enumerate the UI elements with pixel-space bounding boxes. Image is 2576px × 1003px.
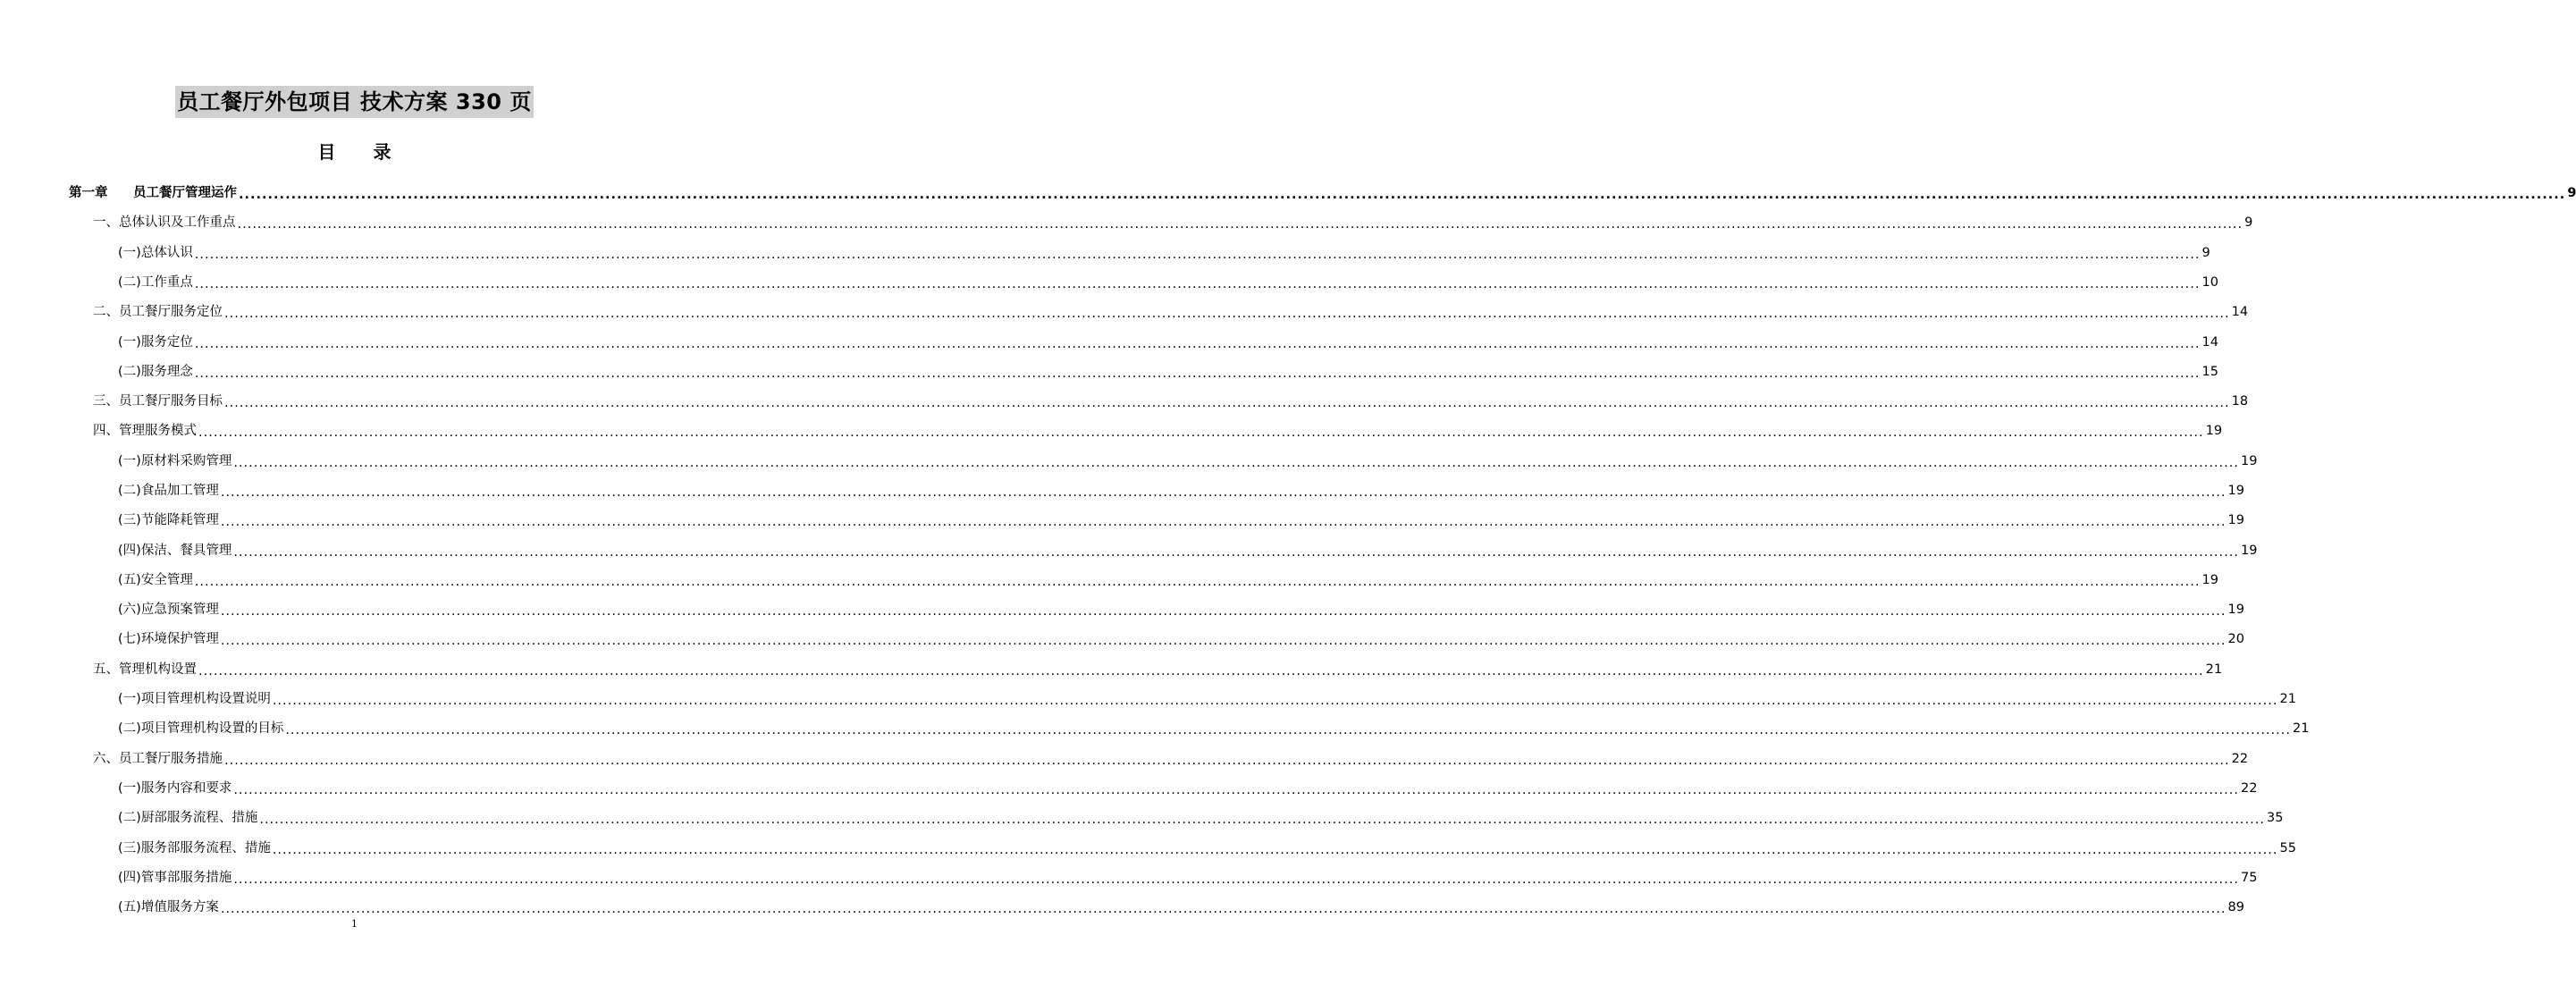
toc-dot-leader: ................................................................................................................................................................................................................................................................................................................................................................................................................ bbox=[237, 217, 2243, 232]
toc-entry-label bbox=[69, 184, 237, 202]
toc-dot-leader: ................................................................................................................................................................................................................................................................................................................................................................................................................ bbox=[224, 396, 2230, 410]
toc-entry-label bbox=[93, 303, 223, 321]
toc-page-number: 21 bbox=[2205, 662, 2223, 677]
toc-entry[interactable] bbox=[118, 328, 2218, 351]
toc-entry-text: (五)安全管理 bbox=[118, 573, 193, 587]
toc-page-number: 20 bbox=[2227, 632, 2244, 646]
toc-dot-leader: ................................................................................................................................................................................................................................................................................................................................................................................................................ bbox=[194, 248, 2201, 262]
toc-entry[interactable] bbox=[93, 745, 2249, 768]
toc-dot-leader: ................................................................................................................................................................................................................................................................................................................................................................................................................ bbox=[233, 456, 2239, 470]
toc-dot-leader: ................................................................................................................................................................................................................................................................................................................................................................................................................ bbox=[194, 277, 2201, 291]
toc-page-number: 15 bbox=[2201, 365, 2218, 379]
toc-entry[interactable] bbox=[93, 298, 2249, 321]
title-container bbox=[0, 86, 709, 118]
toc-entry[interactable] bbox=[118, 804, 2284, 827]
toc-entry[interactable] bbox=[118, 536, 2258, 560]
toc-page-number: 55 bbox=[2279, 841, 2296, 856]
toc-page-number: 9 bbox=[2567, 186, 2576, 200]
toc-entry-label bbox=[118, 809, 257, 827]
toc-dot-leader: ................................................................................................................................................................................................................................................................................................................................................................................................................ bbox=[224, 754, 2230, 768]
toc-dot-leader: ................................................................................................................................................................................................................................................................................................................................................................................................................ bbox=[233, 872, 2239, 887]
toc-entry-label bbox=[118, 511, 219, 529]
toc-dot-leader: ................................................................................................................................................................................................................................................................................................................................................................................................................ bbox=[285, 723, 2291, 738]
toc-page-number: 9 bbox=[2201, 246, 2210, 260]
toc-entry[interactable] bbox=[118, 774, 2258, 797]
toc-page-number: 19 bbox=[2240, 544, 2258, 558]
toc-page-number: 22 bbox=[2231, 752, 2249, 766]
toc-page-number: 9 bbox=[2244, 215, 2253, 230]
toc-entry[interactable] bbox=[118, 834, 2296, 857]
toc-heading-right: 录 bbox=[373, 141, 391, 163]
toc-dot-leader: ................................................................................................................................................................................................................................................................................................................................................................................................................ bbox=[233, 545, 2239, 560]
toc-entry[interactable] bbox=[118, 625, 2244, 648]
toc-page-number: 21 bbox=[2292, 721, 2310, 736]
toc-entry[interactable] bbox=[118, 566, 2218, 589]
toc-heading bbox=[0, 139, 709, 164]
toc-chapter-number: 第一章 bbox=[69, 186, 108, 200]
toc-entry[interactable] bbox=[118, 893, 2244, 916]
toc-entry-text: 员工餐厅管理运作 bbox=[133, 186, 237, 200]
toc-entry-label bbox=[93, 214, 236, 232]
toc-entry-label bbox=[118, 482, 219, 500]
toc-entry-label bbox=[93, 422, 197, 440]
toc-entry[interactable] bbox=[69, 179, 2576, 202]
toc-dot-leader: ................................................................................................................................................................................................................................................................................................................................................................................................................ bbox=[220, 634, 2227, 648]
toc-page-number: 19 bbox=[2227, 484, 2244, 498]
toc-dot-leader: ................................................................................................................................................................................................................................................................................................................................................................................................................ bbox=[220, 604, 2227, 619]
toc-dot-leader: ................................................................................................................................................................................................................................................................................................................................................................................................................ bbox=[272, 843, 2278, 857]
toc-entry-label bbox=[118, 690, 271, 708]
toc-entry-label bbox=[118, 869, 232, 887]
toc-entry-text: (一)总体认识 bbox=[118, 246, 193, 260]
toc-dot-leader: ................................................................................................................................................................................................................................................................................................................................................................................................................ bbox=[239, 188, 2566, 202]
toc-entry-label bbox=[93, 392, 223, 410]
toc-entry[interactable] bbox=[118, 447, 2258, 470]
toc-page-number: 19 bbox=[2240, 454, 2258, 468]
toc-entry-label bbox=[118, 601, 219, 619]
toc-entry-label bbox=[118, 839, 271, 857]
toc-page-number: 19 bbox=[2227, 513, 2244, 527]
toc-dot-leader: ................................................................................................................................................................................................................................................................................................................................................................................................................ bbox=[194, 575, 2201, 589]
toc-dot-leader: ................................................................................................................................................................................................................................................................................................................................................................................................................ bbox=[272, 694, 2278, 708]
toc-entry-text: 六、员工餐厅服务措施 bbox=[93, 752, 223, 766]
toc-dot-leader: ................................................................................................................................................................................................................................................................................................................................................................................................................ bbox=[220, 485, 2227, 500]
toc-entry-label bbox=[118, 630, 219, 648]
toc-entry[interactable] bbox=[93, 387, 2249, 410]
toc-page-number: 21 bbox=[2279, 692, 2296, 706]
toc-entry-label bbox=[118, 363, 193, 381]
toc-entry[interactable] bbox=[118, 595, 2244, 619]
toc-page-number: 14 bbox=[2231, 305, 2249, 319]
toc-page-number: 19 bbox=[2201, 573, 2218, 587]
toc-page-number: 19 bbox=[2227, 603, 2244, 617]
toc-entry-text: (三)服务部服务流程、措施 bbox=[118, 841, 271, 856]
toc-dot-leader: ................................................................................................................................................................................................................................................................................................................................................................................................................ bbox=[259, 813, 2265, 827]
toc-dot-leader: ................................................................................................................................................................................................................................................................................................................................................................................................................ bbox=[233, 783, 2239, 797]
toc-page-number: 14 bbox=[2201, 335, 2218, 350]
page-number: 1 bbox=[351, 918, 358, 930]
toc-dot-leader: ................................................................................................................................................................................................................................................................................................................................................................................................................ bbox=[220, 515, 2227, 529]
toc-dot-leader: ................................................................................................................................................................................................................................................................................................................................................................................................................ bbox=[198, 426, 2204, 440]
toc-entry-label bbox=[118, 780, 232, 797]
toc-entry[interactable] bbox=[93, 208, 2253, 232]
toc-entry-label bbox=[118, 898, 219, 916]
toc-entry-text: (一)服务内容和要求 bbox=[118, 781, 232, 796]
toc-entry-text: (二)工作重点 bbox=[118, 275, 193, 290]
toc-entry[interactable] bbox=[93, 417, 2223, 440]
toc-entry-text: (一)原材料采购管理 bbox=[118, 454, 232, 468]
toc-entry-text: (一)项目管理机构设置说明 bbox=[118, 692, 271, 706]
toc-entry-label bbox=[118, 720, 283, 738]
toc-entry-text: (七)环境保护管理 bbox=[118, 632, 219, 646]
toc-page-number: 75 bbox=[2240, 871, 2258, 885]
toc-entry[interactable] bbox=[118, 685, 2296, 708]
toc-entry-text: 二、员工餐厅服务定位 bbox=[93, 305, 223, 319]
toc-dot-leader: ................................................................................................................................................................................................................................................................................................................................................................................................................ bbox=[194, 337, 2201, 351]
toc-entry-text: 一、总体认识及工作重点 bbox=[93, 215, 236, 230]
toc-entry-text: (二)食品加工管理 bbox=[118, 484, 219, 498]
toc-page-number: 22 bbox=[2240, 781, 2258, 796]
toc-entry[interactable] bbox=[118, 268, 2218, 291]
toc-entry-label bbox=[93, 661, 197, 678]
toc-entry-label bbox=[118, 542, 232, 560]
toc-entry-label bbox=[118, 571, 193, 589]
toc-entry-label bbox=[118, 274, 193, 291]
toc-entry-label bbox=[118, 333, 193, 351]
toc-entry-text: (二)服务理念 bbox=[118, 365, 193, 379]
toc-dot-leader: ................................................................................................................................................................................................................................................................................................................................................................................................................ bbox=[194, 367, 2201, 381]
toc-entry-text: (六)应急预案管理 bbox=[118, 603, 219, 617]
toc-heading-left: 目 bbox=[317, 141, 336, 163]
toc-entry[interactable] bbox=[118, 358, 2218, 381]
toc-entry[interactable] bbox=[118, 476, 2244, 500]
toc-entry[interactable] bbox=[93, 655, 2223, 678]
toc-entry[interactable] bbox=[118, 714, 2310, 738]
toc-entry-text: (二)厨部服务流程、措施 bbox=[118, 811, 258, 825]
toc-entry[interactable] bbox=[118, 506, 2244, 529]
toc-entry-label bbox=[118, 452, 232, 470]
toc-entry-label bbox=[93, 750, 223, 768]
toc-entry-text: 五、管理机构设置 bbox=[93, 662, 197, 677]
toc-entry-text: (四)管事部服务措施 bbox=[118, 871, 232, 885]
toc-entry-text: 四、管理服务模式 bbox=[93, 424, 197, 438]
toc-entry-text: 三、员工餐厅服务目标 bbox=[93, 394, 223, 409]
toc-entry[interactable] bbox=[118, 239, 2210, 262]
toc-page-number: 89 bbox=[2227, 900, 2244, 914]
toc-page-number: 18 bbox=[2231, 394, 2249, 409]
document-title: 员工餐厅外包项目 技术方案 330 页 bbox=[175, 86, 534, 118]
toc-entry-text: (四)保洁、餐具管理 bbox=[118, 544, 232, 558]
toc-dot-leader: ................................................................................................................................................................................................................................................................................................................................................................................................................ bbox=[220, 902, 2227, 916]
toc-page-number: 35 bbox=[2266, 811, 2284, 825]
toc-entry[interactable] bbox=[118, 864, 2258, 887]
toc-entry-text: (三)节能降耗管理 bbox=[118, 513, 219, 527]
toc-dot-leader: ................................................................................................................................................................................................................................................................................................................................................................................................................ bbox=[224, 307, 2230, 321]
toc-entry-text: (一)服务定位 bbox=[118, 335, 193, 350]
toc-entry-label bbox=[118, 244, 193, 262]
toc-dot-leader: ................................................................................................................................................................................................................................................................................................................................................................................................................ bbox=[198, 664, 2204, 678]
toc-page-number: 10 bbox=[2201, 275, 2218, 290]
toc-entry-text: (二)项目管理机构设置的目标 bbox=[118, 721, 284, 736]
toc-page-number: 19 bbox=[2205, 424, 2223, 438]
toc-entry-text: (五)增值服务方案 bbox=[118, 900, 219, 914]
